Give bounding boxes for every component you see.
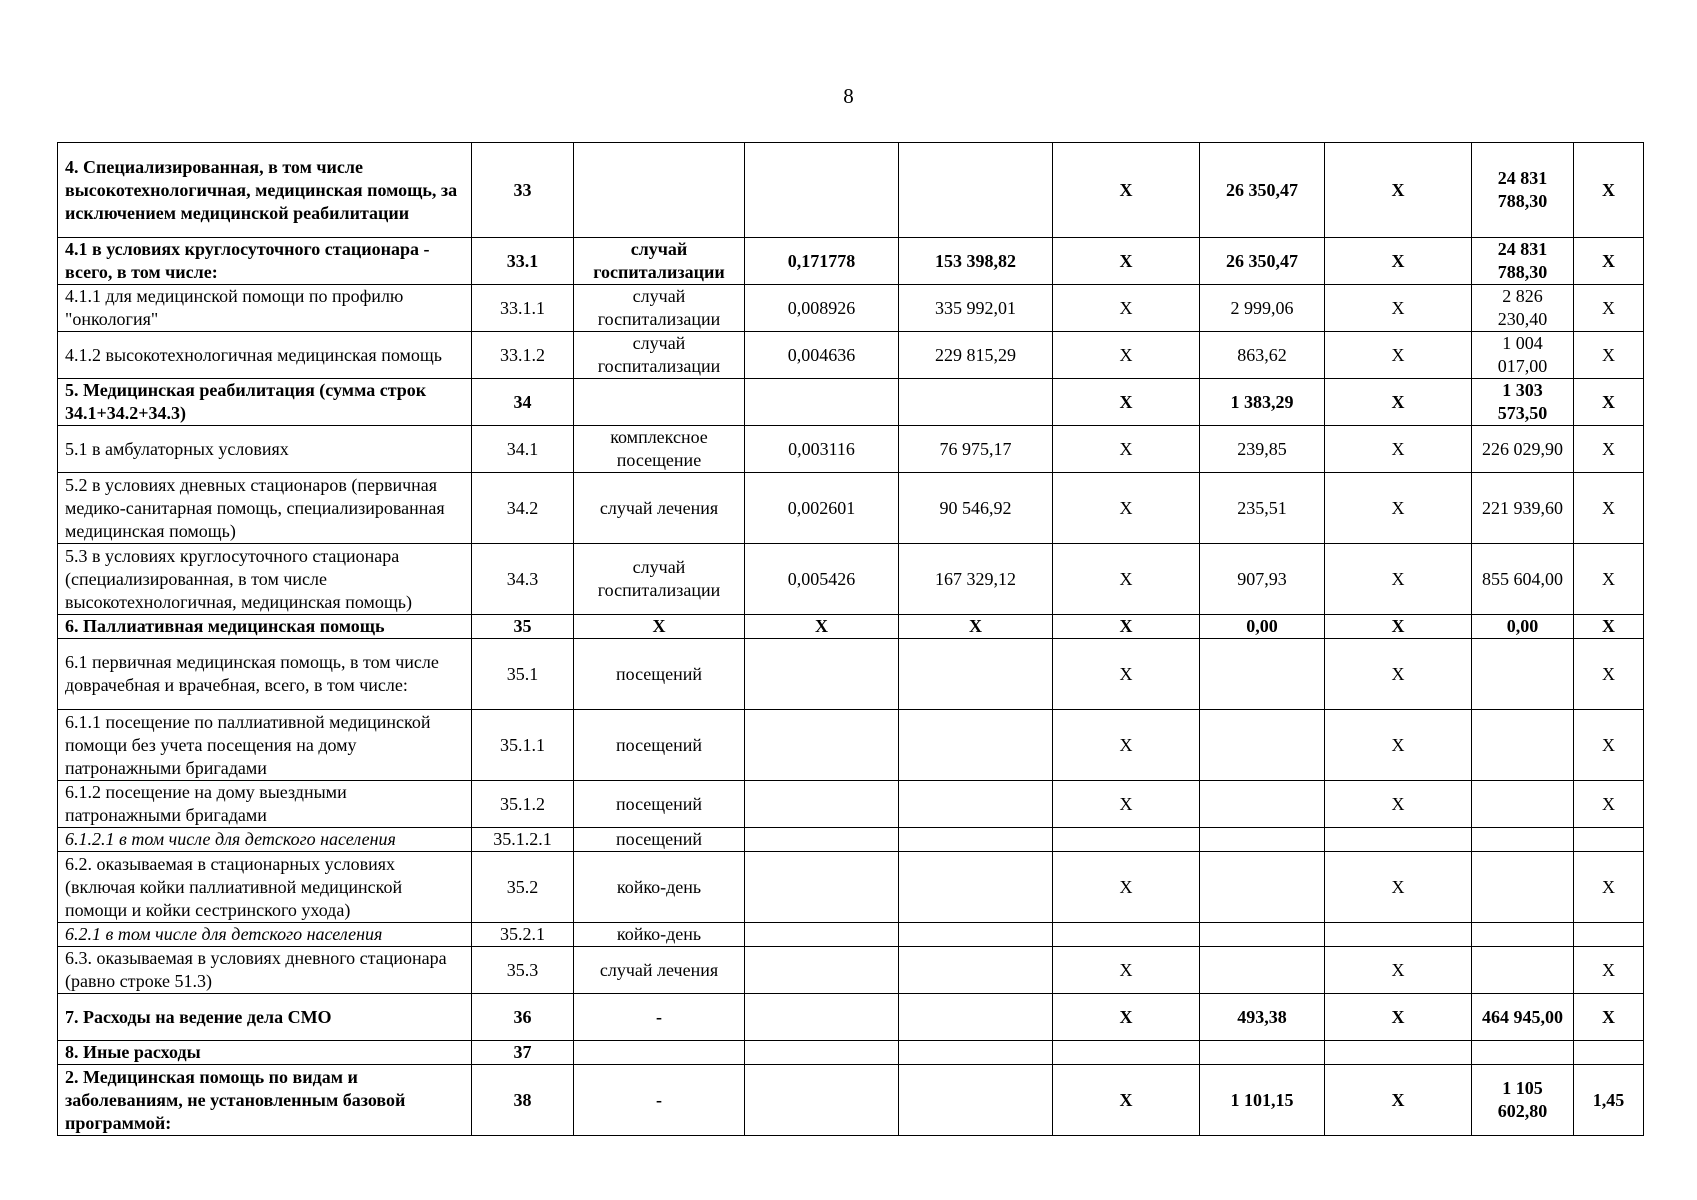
cell-unit: - — [574, 1065, 745, 1136]
cell-c9 — [1472, 639, 1574, 710]
table-row — [58, 639, 1644, 710]
cell-c8: X — [1325, 710, 1472, 781]
cell-code: 35.1.1 — [472, 710, 574, 781]
table-row — [58, 947, 1644, 994]
cell-name: 5.1 в амбулаторных условиях — [58, 426, 472, 473]
cell-c10: X — [1574, 852, 1644, 923]
cell-unit: посещений — [574, 710, 745, 781]
cell-unit: случай лечения — [574, 947, 745, 994]
cell-c9: 24 831 788,30 — [1472, 238, 1574, 285]
cell-cost — [899, 994, 1053, 1041]
cell-c6 — [1053, 1041, 1200, 1065]
cell-c8: X — [1325, 544, 1472, 615]
table-row — [58, 710, 1644, 781]
cell-c10: X — [1574, 947, 1644, 994]
cell-name: 5.2 в условиях дневных стационаров (первичная медико-санитарная помощь, специализированная медицинская помощь) — [58, 473, 472, 544]
cell-c9: 24 831 788,30 — [1472, 143, 1574, 238]
cell-c8: X — [1325, 639, 1472, 710]
cell-unit — [574, 379, 745, 426]
table-row — [58, 828, 1644, 852]
cell-c9 — [1472, 781, 1574, 828]
cell-c6: X — [1053, 947, 1200, 994]
cell-cost: 153 398,82 — [899, 238, 1053, 285]
cell-c6: X — [1053, 379, 1200, 426]
cell-c6: X — [1053, 639, 1200, 710]
cell-c8: X — [1325, 426, 1472, 473]
cell-code: 37 — [472, 1041, 574, 1065]
cell-code: 34 — [472, 379, 574, 426]
table-row — [58, 1065, 1644, 1136]
cell-c9 — [1472, 923, 1574, 947]
cell-c10: 1,45 — [1574, 1065, 1644, 1136]
cell-unit: койко-день — [574, 923, 745, 947]
cell-c6: X — [1053, 852, 1200, 923]
cell-c6 — [1053, 923, 1200, 947]
cell-norm — [745, 379, 899, 426]
cell-c10: X — [1574, 544, 1644, 615]
cell-c9 — [1472, 947, 1574, 994]
cell-cost — [899, 143, 1053, 238]
cell-c9 — [1472, 828, 1574, 852]
cell-c10: X — [1574, 615, 1644, 639]
cell-c6 — [1053, 828, 1200, 852]
cell-c7: 493,38 — [1200, 994, 1325, 1041]
cell-cost — [899, 379, 1053, 426]
cell-c10: X — [1574, 143, 1644, 238]
cell-unit: случай госпитализации — [574, 544, 745, 615]
cell-c10: X — [1574, 426, 1644, 473]
cell-cost: 90 546,92 — [899, 473, 1053, 544]
cell-c6: X — [1053, 994, 1200, 1041]
table-row — [58, 544, 1644, 615]
cell-code: 33 — [472, 143, 574, 238]
cell-c7: 235,51 — [1200, 473, 1325, 544]
cell-c9: 0,00 — [1472, 615, 1574, 639]
table-row — [58, 332, 1644, 379]
cell-c7 — [1200, 639, 1325, 710]
cell-c7 — [1200, 1041, 1325, 1065]
cell-c7: 0,00 — [1200, 615, 1325, 639]
cell-cost — [899, 710, 1053, 781]
cell-c8: X — [1325, 473, 1472, 544]
cell-code: 33.1 — [472, 238, 574, 285]
cell-c10: X — [1574, 238, 1644, 285]
cell-c10: X — [1574, 285, 1644, 332]
cell-norm: 0,005426 — [745, 544, 899, 615]
cell-code: 35 — [472, 615, 574, 639]
cell-unit: X — [574, 615, 745, 639]
cell-name: 6.2.1 в том числе для детского населения — [58, 923, 472, 947]
cell-norm — [745, 781, 899, 828]
cell-c10: X — [1574, 332, 1644, 379]
cell-c8 — [1325, 1041, 1472, 1065]
cell-c8: X — [1325, 1065, 1472, 1136]
cell-c6: X — [1053, 426, 1200, 473]
cell-norm — [745, 1041, 899, 1065]
cell-norm — [745, 639, 899, 710]
cell-c7 — [1200, 852, 1325, 923]
cell-cost — [899, 1041, 1053, 1065]
cell-code: 36 — [472, 994, 574, 1041]
cell-cost: X — [899, 615, 1053, 639]
table-row — [58, 1041, 1644, 1065]
cell-c6: X — [1053, 615, 1200, 639]
cell-code: 35.3 — [472, 947, 574, 994]
cell-c10 — [1574, 828, 1644, 852]
cell-c6: X — [1053, 285, 1200, 332]
cell-cost — [899, 828, 1053, 852]
cell-c10: X — [1574, 710, 1644, 781]
cell-unit: посещений — [574, 781, 745, 828]
cell-c7: 907,93 — [1200, 544, 1325, 615]
cell-c7: 26 350,47 — [1200, 238, 1325, 285]
cell-name: 6.2. оказываемая в стационарных условиях (включая койки паллиативной медицинской помощи и койки сестринского ухода) — [58, 852, 472, 923]
cell-unit: - — [574, 994, 745, 1041]
cell-c7 — [1200, 710, 1325, 781]
cell-c7 — [1200, 781, 1325, 828]
cell-unit: койко-день — [574, 852, 745, 923]
cell-norm: 0,171778 — [745, 238, 899, 285]
cell-c9 — [1472, 710, 1574, 781]
cell-c10: X — [1574, 379, 1644, 426]
cell-c8: X — [1325, 615, 1472, 639]
table-row — [58, 781, 1644, 828]
cell-norm — [745, 947, 899, 994]
table-row — [58, 379, 1644, 426]
cell-unit — [574, 143, 745, 238]
cell-cost — [899, 852, 1053, 923]
cell-c8: X — [1325, 994, 1472, 1041]
cell-code: 34.3 — [472, 544, 574, 615]
cell-name: 6.1.2 посещение на дому выездными патронажными бригадами — [58, 781, 472, 828]
cell-name: 5.3 в условиях круглосуточного стационара (специализированная, в том числе высокотехнологичная, медицинская помощь) — [58, 544, 472, 615]
cell-c10: X — [1574, 781, 1644, 828]
cell-unit: комплексное посещение — [574, 426, 745, 473]
table-row — [58, 994, 1644, 1041]
cell-name: 6.1.1 посещение по паллиативной медицинской помощи без учета посещения на дому патронажными бригадами — [58, 710, 472, 781]
cell-norm — [745, 852, 899, 923]
cell-c10: X — [1574, 994, 1644, 1041]
cell-norm — [745, 1065, 899, 1136]
cell-c7: 1 101,15 — [1200, 1065, 1325, 1136]
cell-name: 2. Медицинская помощь по видам и заболеваниям, не установленным базовой программой: — [58, 1065, 472, 1136]
table-row — [58, 923, 1644, 947]
cell-norm — [745, 828, 899, 852]
cell-c9: 226 029,90 — [1472, 426, 1574, 473]
cell-code: 35.1 — [472, 639, 574, 710]
cell-c8: X — [1325, 285, 1472, 332]
table-row — [58, 426, 1644, 473]
cell-cost — [899, 947, 1053, 994]
cell-c10 — [1574, 923, 1644, 947]
cell-c9: 464 945,00 — [1472, 994, 1574, 1041]
cell-name: 6.1.2.1 в том числе для детского населения — [58, 828, 472, 852]
cell-c7: 2 999,06 — [1200, 285, 1325, 332]
cell-norm: X — [745, 615, 899, 639]
cell-cost: 335 992,01 — [899, 285, 1053, 332]
cell-code: 34.2 — [472, 473, 574, 544]
cell-code: 38 — [472, 1065, 574, 1136]
cell-c7: 239,85 — [1200, 426, 1325, 473]
cell-norm — [745, 710, 899, 781]
cell-c10: X — [1574, 639, 1644, 710]
cell-code: 35.1.2 — [472, 781, 574, 828]
cell-c6: X — [1053, 332, 1200, 379]
cell-c9: 1 303 573,50 — [1472, 379, 1574, 426]
cell-c9 — [1472, 1041, 1574, 1065]
cell-name: 4.1.2 высокотехнологичная медицинская помощь — [58, 332, 472, 379]
cell-cost: 76 975,17 — [899, 426, 1053, 473]
cell-name: 6.1 первичная медицинская помощь, в том числе доврачебная и врачебная, всего, в том числе: — [58, 639, 472, 710]
cell-c7: 1 383,29 — [1200, 379, 1325, 426]
cell-norm — [745, 143, 899, 238]
cell-c9 — [1472, 852, 1574, 923]
cell-c8: X — [1325, 332, 1472, 379]
table-row — [58, 238, 1644, 285]
cell-norm — [745, 994, 899, 1041]
cell-c6: X — [1053, 143, 1200, 238]
cell-c8 — [1325, 828, 1472, 852]
table-row — [58, 473, 1644, 544]
table-row — [58, 143, 1644, 238]
cell-unit: случай госпитализации — [574, 238, 745, 285]
cell-c7 — [1200, 923, 1325, 947]
cell-name: 4. Специализированная, в том числе высокотехнологичная, медицинская помощь, за исключением медицинской реабилитации — [58, 143, 472, 238]
cell-c9: 855 604,00 — [1472, 544, 1574, 615]
cell-unit: посещений — [574, 828, 745, 852]
cell-unit: случай лечения — [574, 473, 745, 544]
cell-code: 33.1.1 — [472, 285, 574, 332]
cell-unit: посещений — [574, 639, 745, 710]
cell-c7 — [1200, 947, 1325, 994]
cell-name: 8. Иные расходы — [58, 1041, 472, 1065]
cell-c8: X — [1325, 238, 1472, 285]
cell-norm: 0,008926 — [745, 285, 899, 332]
cell-name: 4.1 в условиях круглосуточного стационара - всего, в том числе: — [58, 238, 472, 285]
cell-c8: X — [1325, 143, 1472, 238]
table-row — [58, 852, 1644, 923]
cell-name: 6.3. оказываемая в условиях дневного стационара (равно строке 51.3) — [58, 947, 472, 994]
cell-cost — [899, 781, 1053, 828]
cell-code: 35.2 — [472, 852, 574, 923]
cell-c6: X — [1053, 238, 1200, 285]
cell-c6: X — [1053, 781, 1200, 828]
cell-c6: X — [1053, 473, 1200, 544]
cell-c7 — [1200, 828, 1325, 852]
cell-c8 — [1325, 923, 1472, 947]
cell-c9: 2 826 230,40 — [1472, 285, 1574, 332]
cell-c8: X — [1325, 947, 1472, 994]
cell-c8: X — [1325, 852, 1472, 923]
cell-cost — [899, 1065, 1053, 1136]
page-number: 8 — [843, 84, 854, 108]
cell-unit: случай госпитализации — [574, 332, 745, 379]
cell-norm: 0,002601 — [745, 473, 899, 544]
cell-c6: X — [1053, 710, 1200, 781]
cell-name: 6. Паллиативная медицинская помощь — [58, 615, 472, 639]
cell-c6: X — [1053, 544, 1200, 615]
cell-c9: 221 939,60 — [1472, 473, 1574, 544]
cell-cost: 167 329,12 — [899, 544, 1053, 615]
cell-code: 35.2.1 — [472, 923, 574, 947]
cell-code: 33.1.2 — [472, 332, 574, 379]
cell-cost — [899, 639, 1053, 710]
cell-norm: 0,004636 — [745, 332, 899, 379]
cell-c9: 1 105 602,80 — [1472, 1065, 1574, 1136]
cell-c6: X — [1053, 1065, 1200, 1136]
cell-c10 — [1574, 1041, 1644, 1065]
cell-cost: 229 815,29 — [899, 332, 1053, 379]
cell-code: 35.1.2.1 — [472, 828, 574, 852]
cell-code: 34.1 — [472, 426, 574, 473]
cell-name: 5. Медицинская реабилитация (сумма строк 34.1+34.2+34.3) — [58, 379, 472, 426]
cell-norm: 0,003116 — [745, 426, 899, 473]
cell-norm — [745, 923, 899, 947]
cell-unit — [574, 1041, 745, 1065]
cell-name: 4.1.1 для медицинской помощи по профилю "онкология" — [58, 285, 472, 332]
cell-c9: 1 004 017,00 — [1472, 332, 1574, 379]
cell-cost — [899, 923, 1053, 947]
table-row — [58, 615, 1644, 639]
cell-c10: X — [1574, 473, 1644, 544]
financing-table — [57, 142, 1644, 1136]
cell-c8: X — [1325, 781, 1472, 828]
cell-unit: случай госпитализации — [574, 285, 745, 332]
cell-c7: 863,62 — [1200, 332, 1325, 379]
cell-c8: X — [1325, 379, 1472, 426]
cell-c7: 26 350,47 — [1200, 143, 1325, 238]
cell-name: 7. Расходы на ведение дела СМО — [58, 994, 472, 1041]
table-row — [58, 285, 1644, 332]
